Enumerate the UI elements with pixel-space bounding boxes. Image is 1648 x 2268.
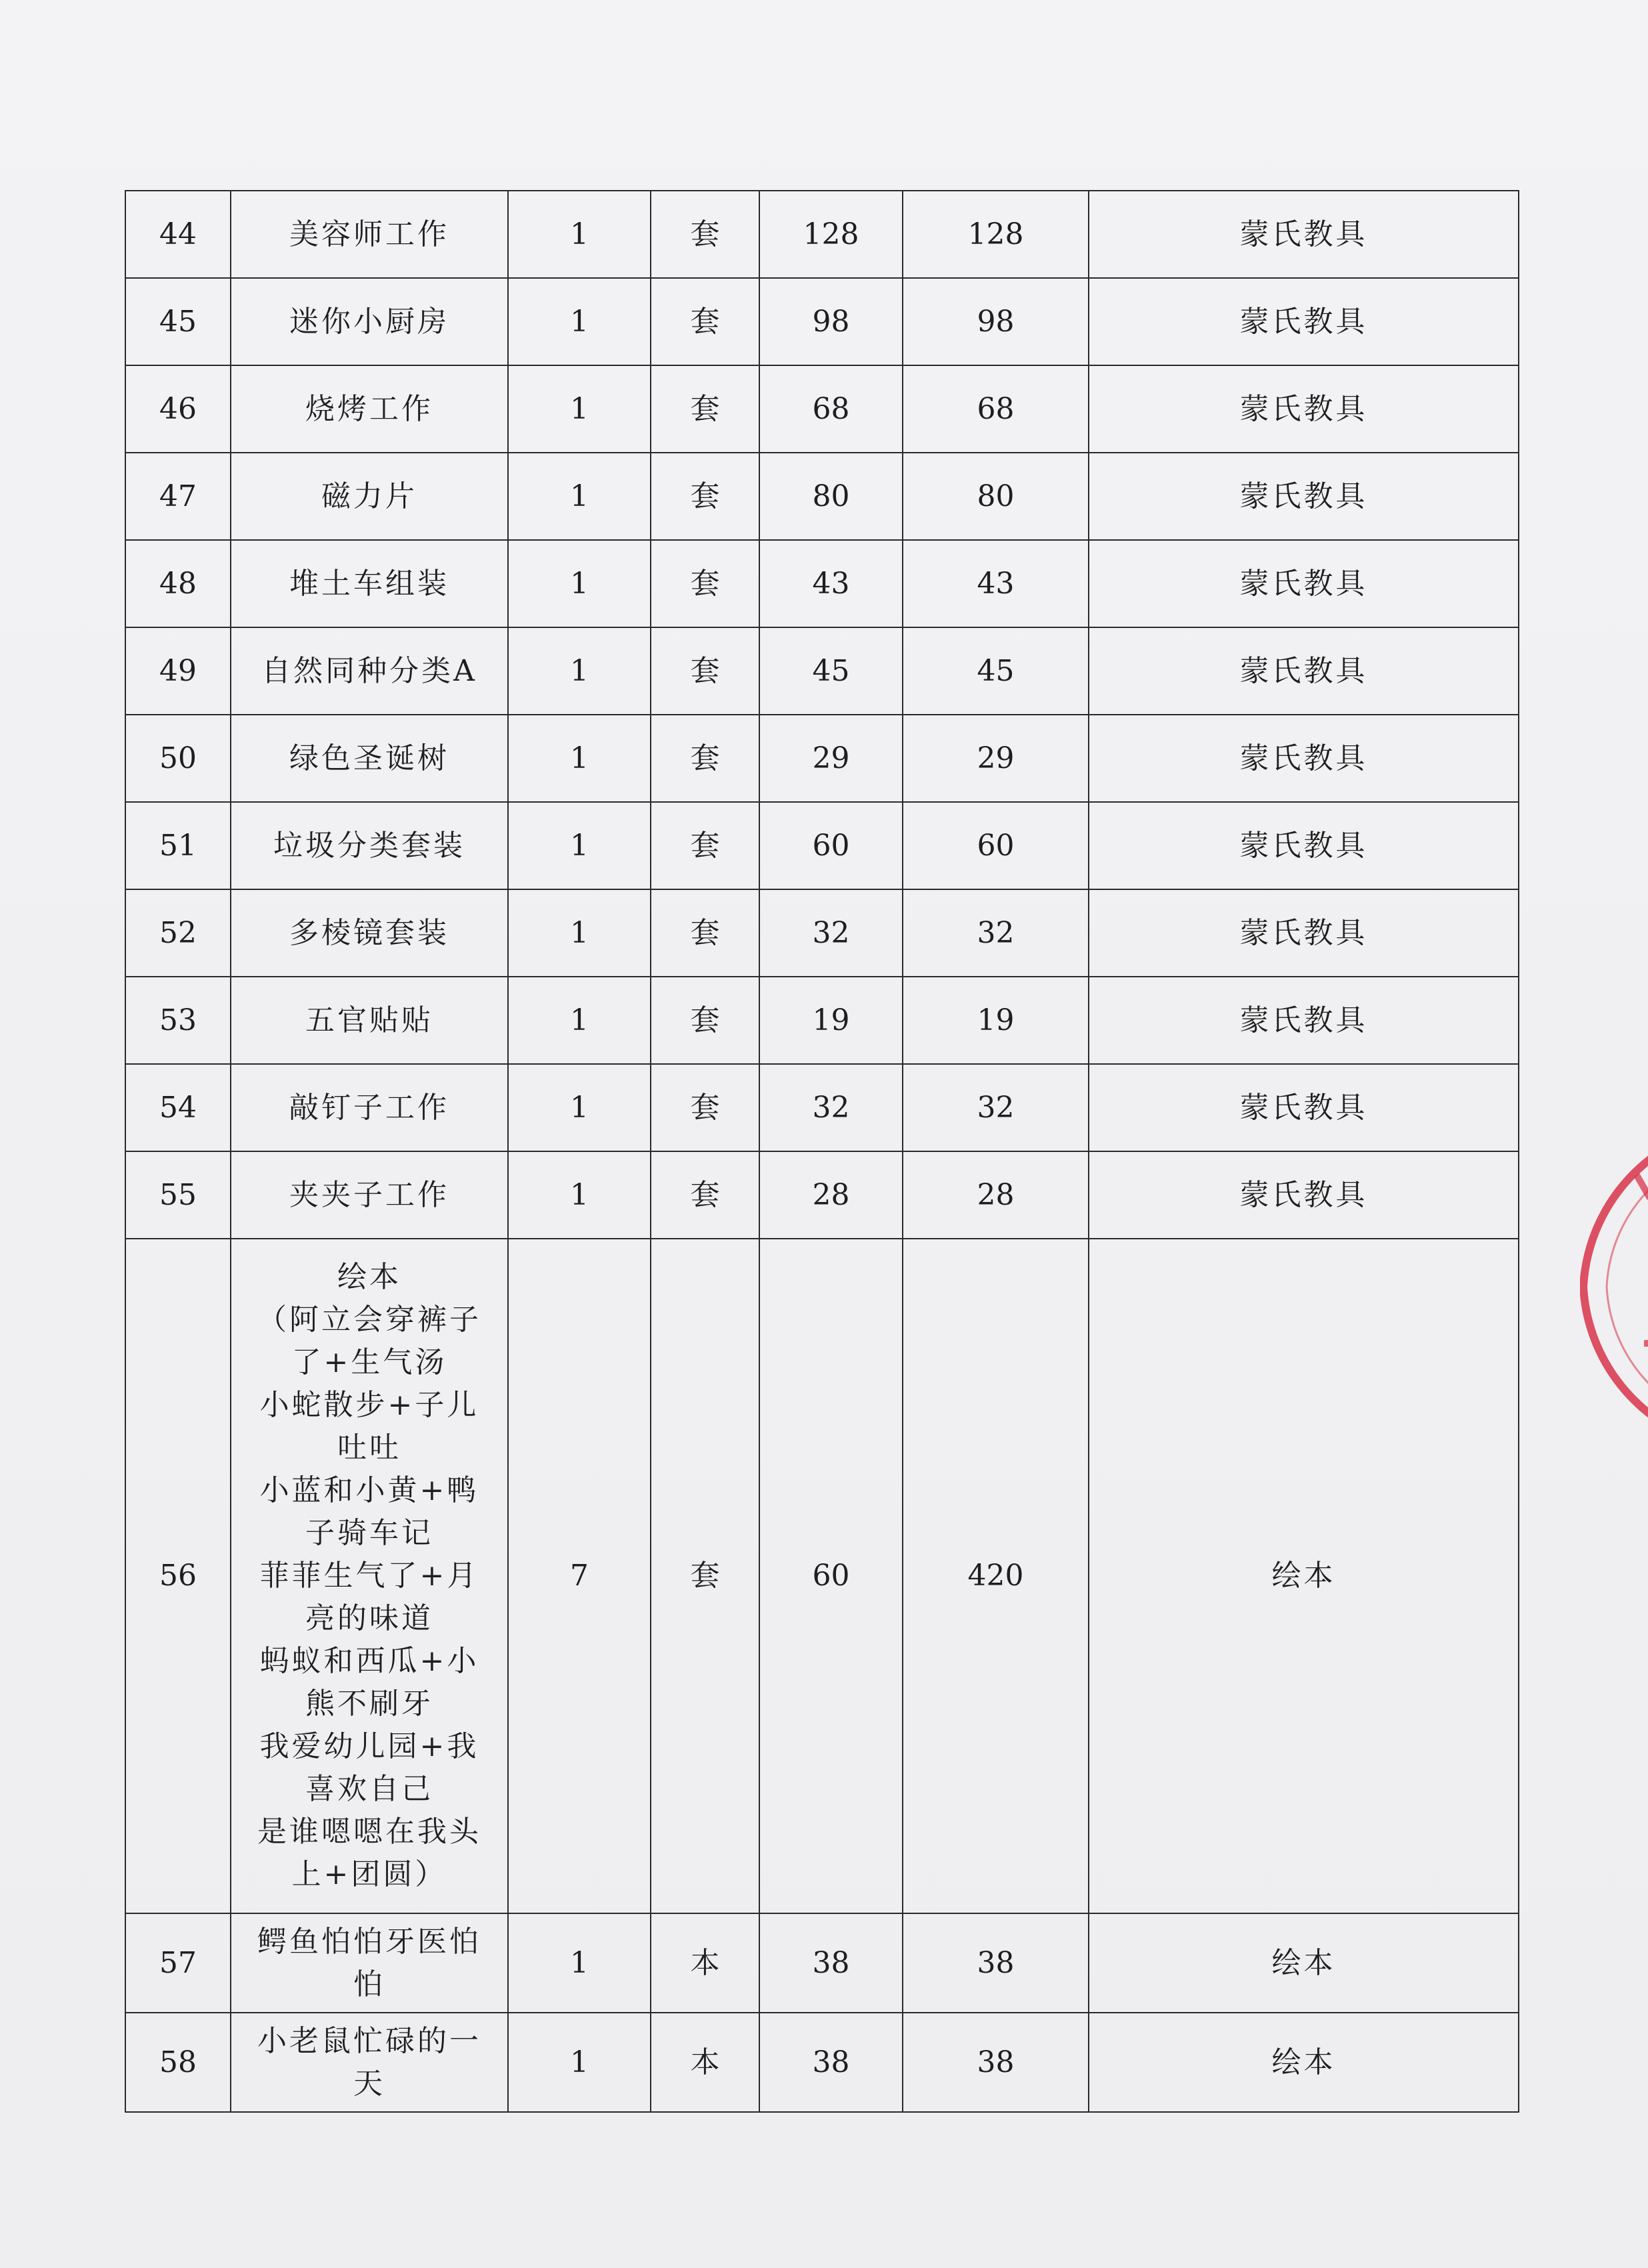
item-supplier: 蒙氏教具 — [1089, 889, 1519, 977]
item-supplier: 蒙氏教具 — [1089, 715, 1519, 802]
item-unit: 本 — [651, 2013, 759, 2112]
item-name — [231, 2013, 508, 2112]
item-quantity: 1 — [508, 1151, 651, 1239]
table-row — [125, 278, 1519, 365]
item-total: 98 — [903, 278, 1089, 365]
item-name: 绿色圣诞树 — [231, 715, 508, 802]
item-unit: 套 — [651, 802, 759, 889]
item-quantity: 1 — [508, 977, 651, 1064]
item-name-line: 菲菲生气了+月 — [259, 1559, 479, 1593]
row-number: 51 — [125, 802, 231, 889]
item-unit-price: 98 — [759, 278, 903, 365]
item-unit-price: 19 — [759, 977, 903, 1064]
item-unit: 套 — [651, 1239, 759, 1913]
row-number: 56 — [125, 1239, 231, 1913]
item-supplier: 蒙氏教具 — [1089, 627, 1519, 715]
item-name-line: 怕 — [353, 1967, 385, 2001]
item-name-line: 吐吐 — [337, 1431, 401, 1465]
item-unit: 套 — [651, 191, 759, 278]
item-total: 68 — [903, 365, 1089, 453]
item-quantity: 1 — [508, 278, 651, 365]
item-supplier: 蒙氏教具 — [1089, 802, 1519, 889]
item-unit: 套 — [651, 889, 759, 977]
item-quantity: 7 — [508, 1239, 651, 1913]
item-quantity: 1 — [508, 365, 651, 453]
item-name-line: （阿立会穿裤子 — [257, 1303, 481, 1337]
item-name: 夹夹子工作 — [231, 1151, 508, 1239]
item-name: 五官贴贴 — [231, 977, 508, 1064]
item-name — [231, 1913, 508, 2013]
item-supplier: 蒙氏教具 — [1089, 365, 1519, 453]
item-total: 38 — [903, 1913, 1089, 2013]
item-unit: 套 — [651, 1151, 759, 1239]
item-quantity: 1 — [508, 191, 651, 278]
item-name-line: 鳄鱼怕怕牙医怕 — [257, 1924, 481, 1959]
item-name: 迷你小厨房 — [231, 278, 508, 365]
item-total: 38 — [903, 2013, 1089, 2112]
table-row — [125, 1913, 1519, 2013]
row-number: 57 — [125, 1913, 231, 2013]
item-supplier: 蒙氏教具 — [1089, 1064, 1519, 1151]
item-name: 多棱镜套装 — [231, 889, 508, 977]
item-unit: 套 — [651, 1064, 759, 1151]
table-row — [125, 1239, 1519, 1913]
item-supplier: 蒙氏教具 — [1089, 278, 1519, 365]
item-unit-price: 38 — [759, 2013, 903, 2112]
table-row — [125, 715, 1519, 802]
item-supplier: 绘本 — [1089, 1239, 1519, 1913]
item-name-line: 绘本 — [337, 1260, 401, 1294]
item-unit-price: 43 — [759, 540, 903, 627]
row-number: 54 — [125, 1064, 231, 1151]
item-unit-price: 80 — [759, 453, 903, 540]
item-total: 128 — [903, 191, 1089, 278]
item-name-line: 子骑车记 — [305, 1516, 433, 1550]
item-supplier: 蒙氏教具 — [1089, 540, 1519, 627]
item-unit-price: 32 — [759, 889, 903, 977]
inventory-table — [125, 190, 1519, 2113]
item-name: 敲钉子工作 — [231, 1064, 508, 1151]
item-name: 垃圾分类套装 — [231, 802, 508, 889]
table-row — [125, 977, 1519, 1064]
item-unit: 套 — [651, 365, 759, 453]
item-unit-price: 68 — [759, 365, 903, 453]
item-name-line: 蚂蚁和西瓜+小 — [259, 1644, 479, 1678]
table-body — [125, 191, 1519, 2112]
table-row — [125, 627, 1519, 715]
item-name-line: 我爱幼儿园+我 — [259, 1729, 479, 1763]
item-unit: 本 — [651, 1913, 759, 2013]
item-supplier: 绘本 — [1089, 1913, 1519, 2013]
row-number: 47 — [125, 453, 231, 540]
item-name: 美容师工作 — [231, 191, 508, 278]
item-total: 45 — [903, 627, 1089, 715]
table-row — [125, 540, 1519, 627]
item-total: 420 — [903, 1239, 1089, 1913]
item-unit: 套 — [651, 977, 759, 1064]
table-row — [125, 365, 1519, 453]
item-unit-price: 60 — [759, 1239, 903, 1913]
item-total: 32 — [903, 1064, 1089, 1151]
item-name — [231, 1239, 508, 1913]
table-row — [125, 1151, 1519, 1239]
item-unit: 套 — [651, 540, 759, 627]
table-row — [125, 2013, 1519, 2112]
item-total: 19 — [903, 977, 1089, 1064]
table-row — [125, 802, 1519, 889]
item-supplier: 蒙氏教具 — [1089, 191, 1519, 278]
item-supplier: 蒙氏教具 — [1089, 1151, 1519, 1239]
item-name: 堆土车组装 — [231, 540, 508, 627]
item-unit: 套 — [651, 278, 759, 365]
official-seal-stamp — [1580, 1120, 1648, 1453]
item-name-line: 天 — [353, 2066, 385, 2101]
item-quantity: 1 — [508, 889, 651, 977]
row-number: 50 — [125, 715, 231, 802]
row-number: 44 — [125, 191, 231, 278]
item-supplier: 蒙氏教具 — [1089, 977, 1519, 1064]
item-name-line: 小蛇散步+子儿 — [259, 1388, 479, 1422]
item-name-line: 上+团圆） — [291, 1857, 447, 1891]
item-unit-price: 128 — [759, 191, 903, 278]
row-number: 49 — [125, 627, 231, 715]
item-name-line: 是谁嗯嗯在我头 — [257, 1815, 481, 1849]
item-total: 28 — [903, 1151, 1089, 1239]
item-supplier: 绘本 — [1089, 2013, 1519, 2112]
item-quantity: 1 — [508, 540, 651, 627]
item-quantity: 1 — [508, 453, 651, 540]
item-quantity: 1 — [508, 802, 651, 889]
row-number: 48 — [125, 540, 231, 627]
row-number: 55 — [125, 1151, 231, 1239]
item-total: 80 — [903, 453, 1089, 540]
row-number: 52 — [125, 889, 231, 977]
item-quantity: 1 — [508, 1913, 651, 2013]
item-name-line: 小蓝和小黄+鸭 — [259, 1473, 479, 1507]
row-number: 58 — [125, 2013, 231, 2112]
item-quantity: 1 — [508, 1064, 651, 1151]
item-unit: 套 — [651, 627, 759, 715]
item-name: 烧烤工作 — [231, 365, 508, 453]
item-quantity: 1 — [508, 2013, 651, 2112]
table-row — [125, 889, 1519, 977]
item-quantity: 1 — [508, 627, 651, 715]
table-row — [125, 453, 1519, 540]
item-name-line: 亮的味道 — [305, 1601, 433, 1635]
item-total: 60 — [903, 802, 1089, 889]
item-unit: 套 — [651, 453, 759, 540]
item-name-line: 喜欢自己 — [305, 1772, 433, 1806]
item-total: 32 — [903, 889, 1089, 977]
item-name-line: 了+生气汤 — [291, 1345, 447, 1379]
item-unit-price: 45 — [759, 627, 903, 715]
item-quantity: 1 — [508, 715, 651, 802]
row-number: 45 — [125, 278, 231, 365]
row-number: 53 — [125, 977, 231, 1064]
item-name-line: 小老鼠忙碌的一 — [257, 2023, 481, 2058]
item-name: 磁力片 — [231, 453, 508, 540]
table-row — [125, 191, 1519, 278]
item-unit-price: 60 — [759, 802, 903, 889]
item-name-line: 熊不刷牙 — [305, 1687, 433, 1721]
row-number: 46 — [125, 365, 231, 453]
item-name: 自然同种分类A — [231, 627, 508, 715]
item-supplier: 蒙氏教具 — [1089, 453, 1519, 540]
item-unit-price: 32 — [759, 1064, 903, 1151]
item-unit: 套 — [651, 715, 759, 802]
item-unit-price: 29 — [759, 715, 903, 802]
table-row — [125, 1064, 1519, 1151]
item-unit-price: 28 — [759, 1151, 903, 1239]
item-unit-price: 38 — [759, 1913, 903, 2013]
item-total: 43 — [903, 540, 1089, 627]
item-total: 29 — [903, 715, 1089, 802]
